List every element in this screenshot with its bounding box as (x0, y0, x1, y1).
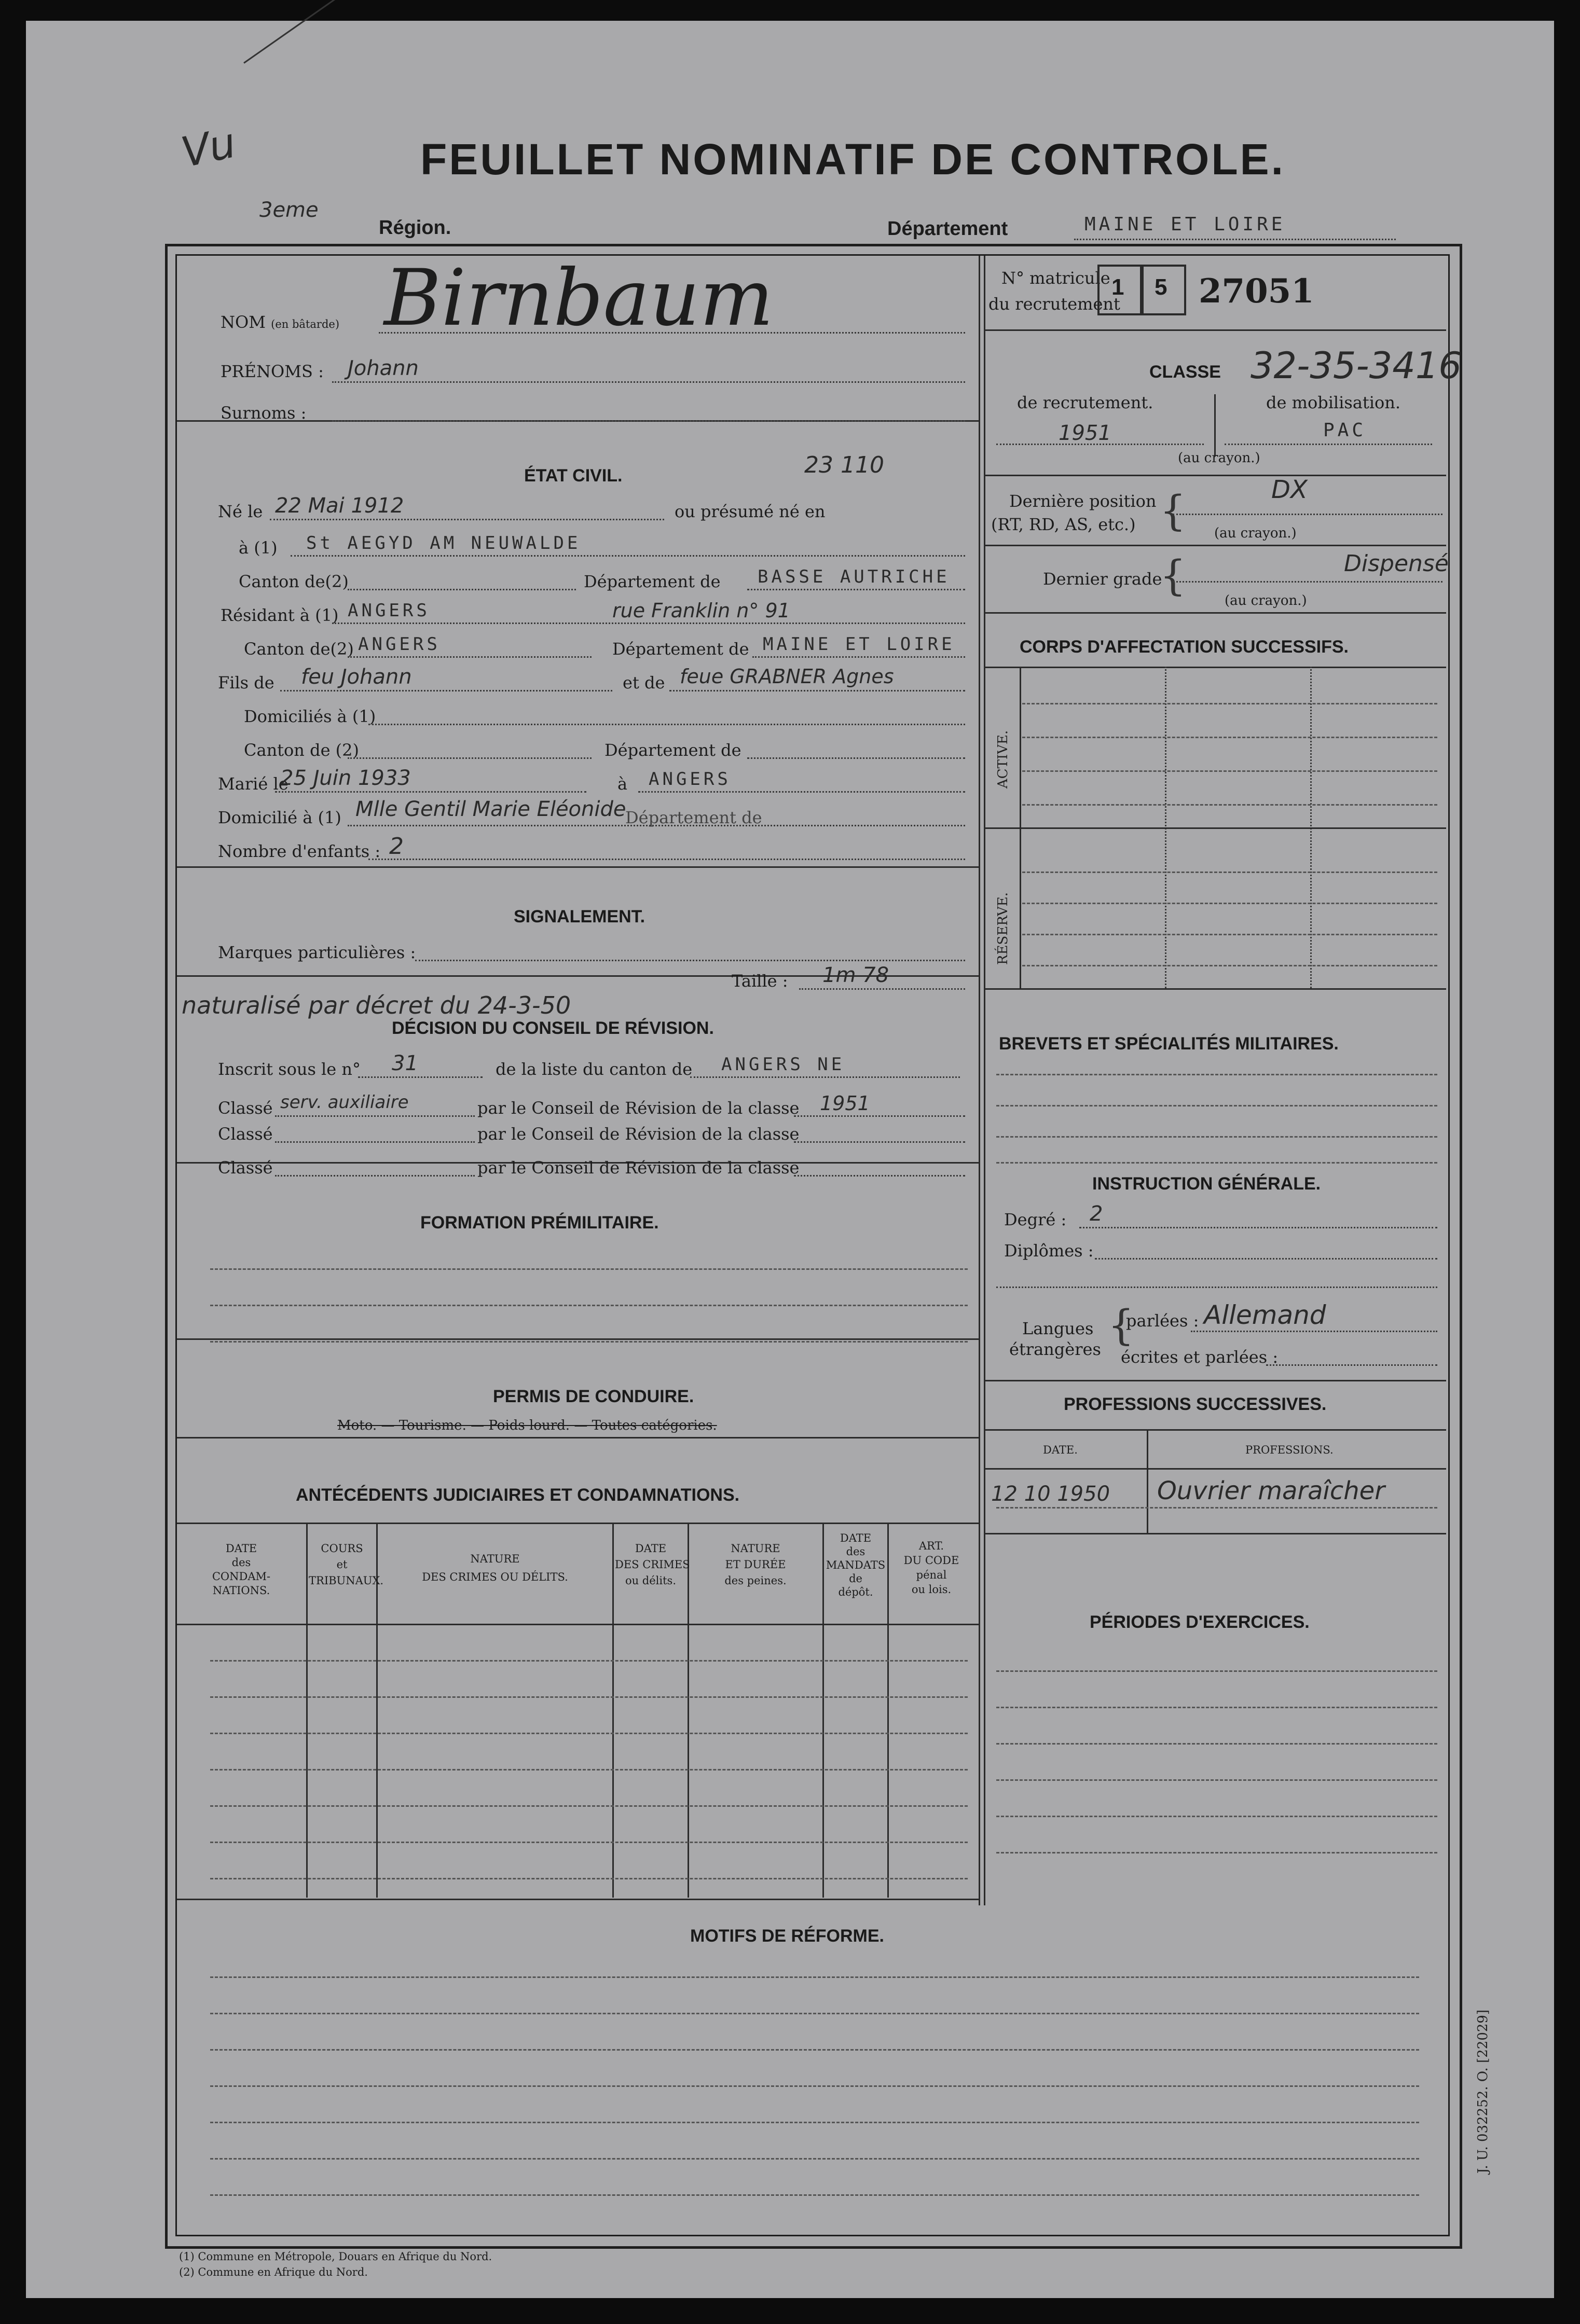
classe-row-classe-dots (794, 1175, 965, 1177)
jt-head-col-1 (182, 1543, 301, 1596)
reforme-line (210, 2194, 1419, 2196)
parlees-value: Allemand (1204, 1300, 1326, 1330)
departement-de-dots (747, 589, 965, 590)
matricule-label-1: N° matricule (1001, 268, 1110, 288)
matricule-value: 27051 (1199, 272, 1314, 311)
periodes-line (996, 1816, 1437, 1817)
canton3-label: Canton de (2) (244, 740, 359, 760)
prof-line (996, 1507, 1437, 1509)
footnote-2: (2) Commune en Afrique du Nord. (179, 2266, 368, 2278)
periodes-line (996, 1743, 1437, 1745)
jt-head-col-3 (379, 1554, 611, 1583)
degre-dots (1079, 1227, 1437, 1228)
departement3-dots (747, 757, 965, 759)
liste-dots (690, 1076, 960, 1078)
prof-prof-col: PROFESSIONS. (1245, 1444, 1334, 1456)
presume-label: ou présumé né en (675, 502, 826, 521)
corps-mid (985, 827, 1446, 829)
liste-value: ANGERS NE (721, 1054, 845, 1075)
prenoms-value: Johann (348, 356, 419, 380)
professions-heading: PROFESSIONS SUCCESSIVES. (1064, 1394, 1327, 1414)
jt-head-text: COURS (321, 1542, 363, 1555)
marie-a-value: ANGERS (649, 769, 731, 790)
jt-head-text: MANDATS (826, 1559, 886, 1571)
residant-label: Résidant à (1) (221, 605, 339, 625)
taille-dots (799, 988, 965, 990)
classe-mobilisation-label: de mobilisation. (1266, 393, 1401, 412)
jt-row-line (210, 1878, 968, 1879)
jt-head-text: ou délits. (625, 1574, 677, 1587)
langues-label-2: étrangères (1009, 1339, 1101, 1359)
position-brace: { (1160, 487, 1186, 535)
reforme-line (210, 2049, 1419, 2051)
prenoms-label: PRÉNOMS : (221, 362, 324, 381)
premilitaire-line-1 (210, 1268, 968, 1270)
departement-de-label: Département de (584, 572, 721, 591)
classe-crayon-note: (au crayon.) (1178, 450, 1260, 466)
nom-label-text: NOM (221, 312, 266, 332)
jt-head-text: ART. (918, 1540, 944, 1552)
vu-stroke (243, 0, 338, 64)
canton-dots (348, 589, 576, 590)
jt-head-text: NATURE (731, 1542, 780, 1555)
divider-permis (177, 1437, 979, 1438)
classe-row-conseil: par le Conseil de Révision de la classe (477, 1124, 800, 1144)
active-label: ACTIVE. (995, 730, 1011, 789)
enfants-label: Nombre d'enfants : (218, 841, 381, 861)
departement2-value: MAINE ET LOIRE (763, 634, 955, 655)
matricule-stamp-2-text: 5 (1155, 274, 1167, 300)
reserve-label: RÉSERVE. (995, 892, 1011, 965)
vu-annotation: Vu (177, 118, 240, 177)
periodes-line (996, 1852, 1437, 1853)
nom-label (221, 314, 339, 330)
jt-head-text: des peines. (724, 1574, 787, 1587)
domicilie-value: Mlle Gentil Marie Eléonide (355, 797, 626, 821)
surnoms-label: Surnoms : (221, 403, 307, 423)
departement-value: MAINE ET LOIRE (1084, 214, 1286, 235)
divider-premilitaire (177, 1338, 979, 1340)
prof-top (985, 1429, 1446, 1431)
ne-le-label: Né le (218, 502, 263, 521)
corps-heading: CORPS D'AFFECTATION SUCCESSIFS. (1020, 637, 1349, 657)
jt-row-line (210, 1842, 968, 1843)
prenoms-dots (332, 381, 965, 383)
jt-head-col-2 (309, 1542, 384, 1587)
jt-head-text: ET DURÉE (725, 1558, 786, 1571)
reforme-line (210, 1976, 1419, 1978)
enfants-value: 2 (389, 833, 404, 860)
jt-head-col-5 (690, 1543, 821, 1586)
domicilie-dots (348, 825, 965, 826)
jt-head-text: DU CODE (903, 1554, 959, 1567)
instruction-divider (985, 1380, 1446, 1381)
jt-head-text: ou lois. (911, 1583, 952, 1596)
classe-divider (985, 475, 1446, 476)
marie-label: Marié le (218, 774, 288, 794)
instruction-heading: INSTRUCTION GÉNÉRALE. (1092, 1174, 1321, 1194)
departement-label: Département (887, 218, 1008, 240)
corps-line (1022, 737, 1437, 738)
departement-de-value: BASSE AUTRICHE (758, 566, 950, 587)
et-de-value: feue GRABNER Agnes (680, 665, 894, 688)
form-title: FEUILLET NOMINATIF DE CONTROLE. (420, 135, 1286, 184)
etat-civil-annotation: 23 110 (804, 452, 884, 478)
departement2-dots (752, 656, 965, 658)
nom-dots (379, 332, 965, 334)
position-dots (1173, 514, 1442, 515)
divider-judiciaires-head (177, 1523, 979, 1524)
naturalise-note: naturalisé par décret du 24-3-50 (182, 991, 571, 1019)
jt-head-line (177, 1624, 979, 1625)
jt-head-text: des (846, 1545, 865, 1558)
corps-bottom (985, 988, 1446, 990)
prof-date-col: DATE. (1043, 1444, 1078, 1456)
classe-row-classe: 1951 (820, 1092, 870, 1115)
corps-top (985, 667, 1446, 668)
jt-row-line (210, 1769, 968, 1770)
prof-head (985, 1468, 1446, 1470)
inscrit-dots (358, 1076, 483, 1078)
domicilies-label: Domiciliés à (1) (244, 707, 376, 726)
jt-head-text: DATE (635, 1542, 667, 1555)
a-label: à (1) (239, 538, 278, 558)
corps-line (1022, 934, 1437, 935)
position-divider (985, 545, 1446, 546)
periodes-heading: PÉRIODES D'EXERCICES. (1090, 1612, 1310, 1632)
permis-options: Moto. — Tourisme. — Poids lourd. — Toutes catégories. (337, 1418, 717, 1433)
judiciaires-heading: ANTÉCÉDENTS JUDICIAIRES ET CONDAMNATIONS. (296, 1485, 740, 1505)
parlees-dots (1191, 1331, 1437, 1332)
jt-row-line (210, 1696, 968, 1698)
brevets-line (996, 1105, 1437, 1106)
ne-le-dots (270, 519, 664, 520)
a-dots (291, 555, 965, 557)
corps-line (1022, 804, 1437, 806)
classe-row-label: Classé (218, 1158, 273, 1178)
jt-head-text: TRIBUNAUX. (309, 1574, 384, 1587)
divider-etat-civil (177, 866, 979, 868)
marques-label: Marques particulières : (218, 943, 416, 962)
periodes-line (996, 1707, 1437, 1708)
domicilies-dots (368, 724, 965, 725)
nom-sub-label: (en bâtarde) (271, 318, 340, 330)
jt-head-text: DATE (840, 1532, 872, 1544)
reforme-line (210, 2158, 1419, 2160)
jt-row-line (210, 1660, 968, 1662)
reforme-line (210, 2122, 1419, 2123)
taille-label: Taille : (732, 971, 788, 991)
a-value: St AEGYD AM NEUWALDE (306, 533, 581, 554)
footnote-1: (1) Commune en Métropole, Douars en Afrique du Nord. (179, 2250, 492, 2263)
column-divider (979, 256, 980, 1905)
region-label: Région. (379, 217, 451, 239)
residant-dots (332, 622, 965, 624)
position-label-1: Dernière position (1009, 491, 1157, 511)
premilitaire-heading: FORMATION PRÉMILITAIRE. (420, 1213, 659, 1233)
jt-head-text: dépôt. (838, 1586, 873, 1598)
canton2-value: ANGERS (358, 634, 441, 655)
jt-head-text: DES CRIMES (615, 1558, 690, 1571)
brevets-line (996, 1162, 1437, 1164)
classe-mobilisation-value: PAC (1323, 420, 1367, 441)
revision-heading: DÉCISION DU CONSEIL DE RÉVISION. (392, 1018, 714, 1038)
departement4-label: Département de (625, 808, 762, 827)
marques-dots (415, 960, 965, 961)
classe-row-label: Classé (218, 1124, 273, 1144)
classe-recrut-dots (996, 444, 1204, 445)
ecrites-label: écrites et parlées : (1121, 1347, 1279, 1367)
ecrites-dots (1266, 1364, 1437, 1366)
position-label-2: (RT, RD, AS, etc.) (991, 515, 1136, 534)
matricule-divider (985, 329, 1446, 331)
premilitaire-line-2 (210, 1305, 968, 1306)
nom-value: Birnbaum (384, 253, 774, 343)
periodes-line (996, 1779, 1437, 1781)
fils-de-dots (280, 690, 612, 691)
langues-label-1: Langues (1022, 1319, 1094, 1338)
classe-row-conseil: par le Conseil de Révision de la classe (477, 1098, 800, 1118)
jt-head-text: NATURE (470, 1553, 520, 1565)
classe-row-value: serv. auxiliaire (280, 1092, 409, 1113)
grade-divider (985, 612, 1446, 614)
corps-line (1022, 903, 1437, 904)
classe-row-classe-dots (794, 1141, 965, 1143)
jt-head-text: de (849, 1572, 862, 1585)
jt-row-line (210, 1805, 968, 1807)
premilitaire-line-3 (210, 1341, 968, 1343)
inscrit-value: 31 (392, 1052, 418, 1075)
enfants-dots (368, 859, 965, 860)
classe-label: CLASSE (1149, 362, 1221, 382)
residant-rue: rue Franklin n° 91 (612, 599, 790, 622)
classe-recrutement-label: de recrutement. (1017, 393, 1153, 412)
reforme-line (210, 2085, 1419, 2087)
jt-row-line (210, 1733, 968, 1734)
corps-line (1022, 703, 1437, 704)
domicilie-label: Domicilié à (1) (218, 808, 341, 827)
classe-value: 32-35-3416 (1251, 344, 1462, 387)
classe-row-dots (275, 1141, 475, 1143)
marie-a-label: à (617, 774, 628, 794)
departement3-label: Département de (604, 740, 741, 760)
classe-recrutement-value: 1951 (1059, 421, 1111, 445)
grade-dots (1173, 581, 1442, 583)
grade-value: Dispensé (1344, 550, 1449, 577)
matricule-label-2: du recrutement (988, 294, 1120, 314)
et-de-label: et de (623, 673, 665, 693)
corps-line (1022, 872, 1437, 873)
jt-head-col-4 (615, 1542, 690, 1587)
canton-label: Canton de(2) (239, 572, 349, 591)
jt-head-text: DES CRIMES OU DÉLITS. (422, 1571, 568, 1583)
diplomes-dots (1095, 1258, 1437, 1260)
prof-entry-date: 12 10 1950 (991, 1482, 1110, 1506)
classe-mobil-dots (1225, 444, 1432, 445)
divider-judiciaires-end (177, 1899, 979, 1900)
degre-label: Degré : (1004, 1210, 1067, 1229)
prof-bottom (985, 1533, 1446, 1534)
jt-head-text: CONDAM- (212, 1570, 271, 1583)
etat-civil-heading: ÉTAT CIVIL. (524, 466, 623, 486)
marie-a-dots (638, 791, 965, 793)
diplomes-label: Diplômes : (1004, 1241, 1094, 1261)
grade-brace: { (1160, 551, 1186, 600)
jt-head-text: pénal (916, 1569, 947, 1581)
jt-head-col-6 (825, 1533, 886, 1598)
parlees-label: parlées : (1126, 1311, 1199, 1331)
marie-dots (275, 791, 586, 793)
classe-row-classe-dots (794, 1115, 965, 1117)
column-divider-2 (984, 256, 985, 1905)
jt-head-text: et (336, 1558, 348, 1571)
brevets-line (996, 1136, 1437, 1138)
reforme-heading: MOTIFS DE RÉFORME. (690, 1926, 884, 1946)
corps-line (1022, 770, 1437, 772)
jt-head-text: DATE (225, 1542, 257, 1555)
degre-value: 2 (1090, 1202, 1103, 1226)
taille-value: 1m 78 (822, 963, 889, 987)
fils-de-value: feu Johann (301, 665, 412, 689)
region-value: 3eme (259, 198, 319, 222)
prof-entry-profession: Ouvrier maraîcher (1157, 1476, 1385, 1505)
grade-label: Dernier grade (1043, 569, 1162, 589)
jt-head-text: des (231, 1556, 251, 1569)
marie-value: 25 Juin 1933 (280, 766, 411, 790)
canton3-dots (348, 757, 592, 759)
liste-label: de la liste du canton de (496, 1059, 693, 1079)
periodes-line (996, 1670, 1437, 1672)
canton2-label: Canton de(2) (244, 639, 354, 659)
corps-line (1022, 965, 1437, 966)
brevets-heading: BREVETS ET SPÉCIALITÉS MILITAIRES. (999, 1034, 1339, 1054)
jt-head-text: NATIONS. (212, 1584, 270, 1597)
jt-head-col-7 (890, 1541, 973, 1595)
position-value: DX (1271, 475, 1308, 504)
diplomes-dots-2 (996, 1286, 1437, 1288)
classe-row-label: Classé (218, 1098, 273, 1118)
canton2-dots (348, 656, 592, 658)
surnoms-dots (332, 420, 965, 422)
matricule-stamp-1-text: 1 (1111, 274, 1124, 300)
classe-row-dots (275, 1175, 475, 1177)
grade-crayon-note: (au crayon.) (1225, 593, 1307, 608)
printer-mark: J. U. 032252. O. [22029] (1475, 2009, 1491, 2174)
classe-row-dots (275, 1115, 475, 1117)
ne-le-value: 22 Mai 1912 (275, 494, 404, 518)
signalement-heading: SIGNALEMENT. (514, 907, 645, 926)
et-de-dots (669, 690, 965, 691)
reforme-line (210, 2013, 1419, 2014)
departement2-label: Département de (612, 639, 749, 659)
departement-dots (1074, 239, 1396, 240)
residant-value: ANGERS (348, 600, 430, 621)
langues-brace: { (1108, 1301, 1134, 1349)
position-crayon-note: (au crayon.) (1214, 525, 1297, 541)
fils-de-label: Fils de (218, 673, 274, 693)
classe-sep (1214, 394, 1216, 457)
inscrit-label: Inscrit sous le n° (218, 1059, 361, 1079)
brevets-line (996, 1074, 1437, 1075)
permis-heading: PERMIS DE CONDUIRE. (493, 1387, 694, 1406)
classe-row-conseil: par le Conseil de Révision de la classe (477, 1158, 800, 1178)
form-sheet (26, 21, 1554, 2298)
prof-col-sep (1147, 1429, 1148, 1533)
